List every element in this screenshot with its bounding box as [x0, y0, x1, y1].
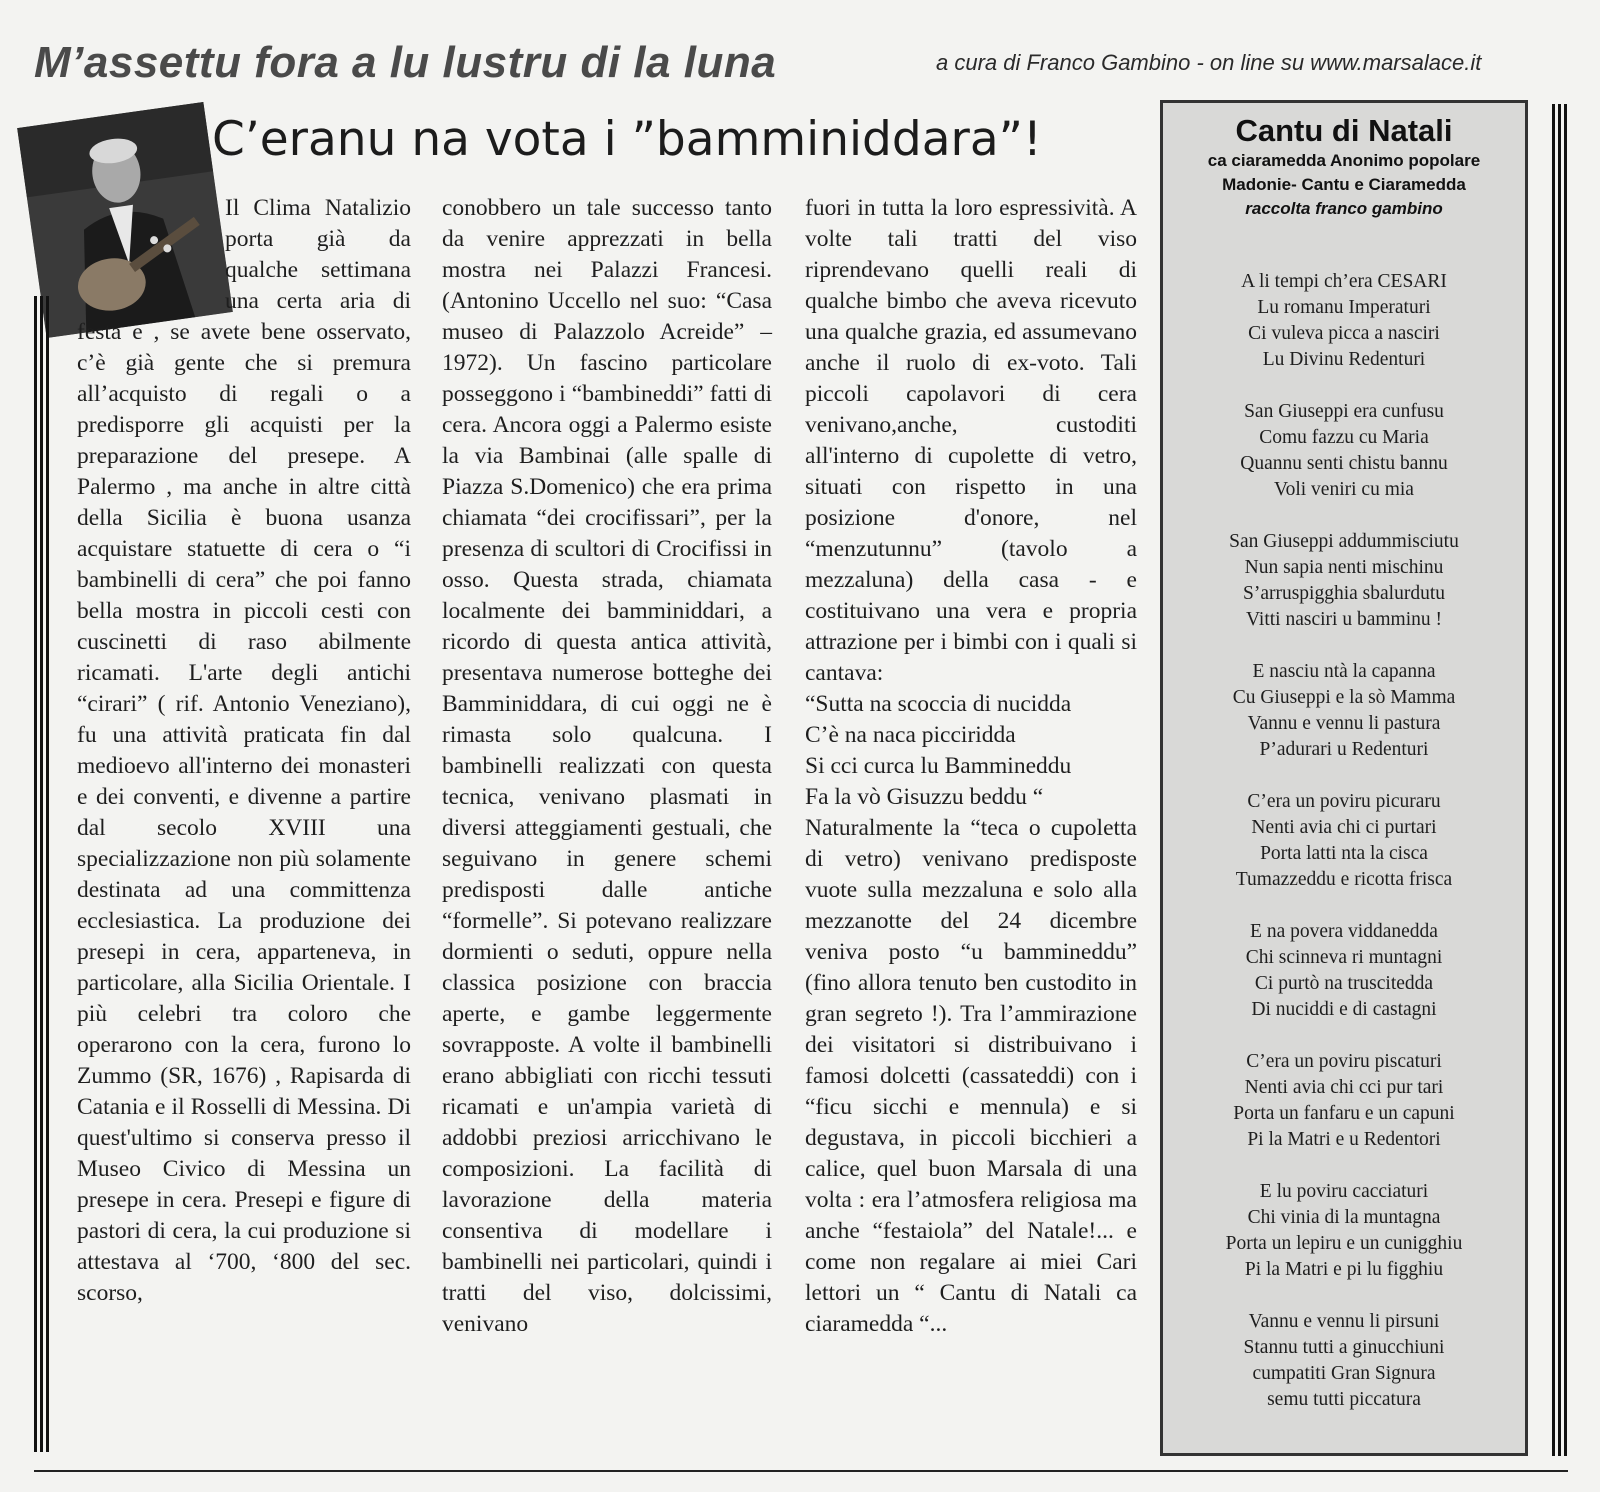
poem-stanza — [1163, 529, 1525, 633]
verse-line: Fa la vò Gisuzzu beddu “ — [805, 784, 1044, 810]
poem-line: Vitti nasciri u bamminu ! — [1246, 609, 1442, 630]
poem-line: San Giuseppi addummisciutu — [1229, 531, 1459, 552]
poem-line: E lu poviru cacciaturi — [1259, 1181, 1429, 1202]
verse-line: C’è na naca picciridda — [805, 722, 1016, 748]
poem-line: A li tempi ch’era CESARI — [1241, 271, 1447, 292]
poem-collector: raccolta franco gambino — [1245, 199, 1443, 218]
poem-line: Vannu e vennu li pirsuni — [1248, 1311, 1440, 1332]
poem-line: Nenti avia chi ci purtari — [1251, 817, 1437, 838]
left-rule — [34, 296, 37, 1452]
poem-line: Chi vinia di la muntagna — [1247, 1207, 1441, 1228]
right-rule — [1558, 104, 1561, 1456]
poem-line: E na povera viddanedda — [1250, 921, 1438, 942]
poem-stanza — [1163, 1179, 1525, 1283]
left-rule — [46, 296, 49, 1452]
poem-stanza — [1163, 1309, 1525, 1413]
poem-line: San Giuseppi era cunfusu — [1244, 401, 1444, 422]
poem-stanza — [1163, 269, 1525, 373]
poem-line: C’era un poviru picuraru — [1247, 791, 1441, 812]
poem-line: Di nuciddi e di castagni — [1251, 999, 1437, 1020]
poem-stanza — [1163, 919, 1525, 1023]
poem-stanza — [1163, 659, 1525, 763]
article-headline: C’eranu na vota i ”bamminiddara”! — [212, 112, 1042, 167]
poem-line: Pi la Matri e u Redentori — [1247, 1129, 1441, 1150]
poem-subtitle: ca ciaramedda Anonimo popolare — [1207, 151, 1481, 170]
poem-line: Vannu e vennu li pastura — [1247, 713, 1441, 734]
bottom-rule — [34, 1470, 1568, 1472]
article-column-2 — [442, 193, 772, 1340]
poem-line: Chi scinneva ri muntagni — [1245, 947, 1443, 968]
poem-sidebar — [1160, 100, 1528, 1456]
article-column-3-text: fuori in tutta la loro espressività. A volte tali tratti del viso riprendevano quelli reali di qualche bimbo che aveva ricevuto una qualche grazia, ed assumevano anche il ruolo di ex-voto. Tali piccoli capolavori di cera venivano,anche, custoditi all'interno di cupolette di vetro, situati con rispetto in una posizione d'onore, nel “menzutunnu” (tavolo a mezzaluna) della casa - e costituivano una vera e propria attrazione per i bimbi con i quali si cantava: — [805, 195, 1137, 686]
right-rule — [1564, 104, 1567, 1456]
verse-line: “Sutta na scoccia di nucidda — [805, 691, 1072, 717]
poem-line: S’arruspigghia sbalurdutu — [1242, 583, 1445, 604]
article-column-1-text: Il Clima Natalizio porta già da qualche settimana una certa aria di festa e , se avete bene osservato, c’è già gente che si premura all’acquisto di regali o a predisporre gli acquisti per la preparazione del presepe. A Palermo , ma anche in altre città della Sicilia è buona usanza acquistare statuette di cera o “i bambinelli di cera” che poi fanno bella mostra in piccoli cesti con cuscinetti di raso abilmente ricamati. L'arte degli antichi “cirari” ( rif. Antonio Veneziano), fu una attività praticata fin dal medioevo all'interno dei monasteri e dei conventi, e divenne a partire dal secolo XVIII una specializzazione non più solamente destinata ad una committenza ecclesiastica. La produzione dei presepi in cera, apparteneva, in particolare, alla Sicilia Orientale. I più celebri tra coloro che operarono con la cera, furono lo Zummo (SR, 1676) , Rapisarda di Catania e il Rosselli di Messina. Di quest'ultimo si conserva presso il Museo Civico di Messina un presepe in cera. Presepi e figure di pastori di cera, la cui produzione si attestava al ‘700, ‘800 del sec. scorso, — [77, 195, 411, 1306]
verse-line: Si cci curca lu Bammineddu — [805, 753, 1072, 779]
poem-line: semu tutti piccatura — [1267, 1389, 1421, 1410]
right-rule — [1552, 104, 1555, 1456]
poem-line: Comu fazzu cu Maria — [1259, 427, 1429, 448]
poem-line: P’adurari u Redenturi — [1259, 739, 1429, 760]
poem-stanza — [1163, 399, 1525, 503]
poem-line: Nun sapia nenti mischinu — [1244, 557, 1444, 578]
left-rule — [40, 296, 43, 1452]
article-column-2-text: conobbero un tale successo tanto da venire apprezzati in bella mostra nei Palazzi Francesi. (Antonino Uccello nel suo: “Casa museo di Palazzolo Acreide” – 1972). Un fascino particolare posseggono i “bambineddi” fatti di cera. Ancora oggi a Palermo esiste la via Bambinai (alle spalle di Piazza S.Domenico) che era prima chiamata “dei crocifissari”, per la presenza di scultori di Crocifissi in osso. Questa strada, chiamata localmente dei bamminiddari, a ricordo di questa antica attività, presentava numerose botteghe dei Bamminiddara, di cui oggi ne è rimasta solo qualcuna. I bambinelli realizzati con questa tecnica, venivano plasmati in diversi atteggiamenti gestuali, che seguivano in genere schemi predisposti dalle antiche “formelle”. Si potevano realizzare dormienti o seduti, oppure nella classica posizione con braccia aperte, e gambe leggermente sovrapposte. A volte il bambinelli erano abbigliati con ricchi tessuti ricamati e un'ampia varietà di addobbi preziosi arricchivano le composizioni. La facilità di lavorazione della materia consentiva di modellare i bambinelli nei particolari, quindi i tratti del viso, dolcissimi, venivano — [442, 195, 772, 1337]
poem-line: Porta un lepiru e un cunigghiu — [1225, 1233, 1463, 1254]
poem-line: Porta un fanfaru e un capuni — [1233, 1103, 1455, 1124]
poem-line: Lu Divinu Redenturi — [1262, 349, 1426, 370]
poem-line: Porta latti nta la cisca — [1260, 843, 1428, 864]
poem-line: Pi la Matri e pi lu figghiu — [1244, 1259, 1444, 1280]
poem-line: C’era un poviru piscaturi — [1246, 1051, 1442, 1072]
poem-line: Ci vuleva picca a nasciri — [1248, 323, 1440, 344]
poem-line: Tumazzeddu e ricotta frisca — [1235, 869, 1453, 890]
poem-stanza — [1163, 789, 1525, 893]
poem-line: Nenti avia chi cci pur tari — [1244, 1077, 1444, 1098]
poem-stanzas — [1163, 269, 1525, 1413]
poem-subtitle: Madonie- Cantu e Ciaramedda — [1222, 175, 1466, 194]
poem-line: Voli veniri cu mia — [1274, 479, 1414, 500]
poem-title: Cantu di Natali — [1235, 113, 1453, 148]
poem-line: Ci purtò na truscitedda — [1254, 973, 1434, 994]
poem-line: Quannu senti chistu bannu — [1240, 453, 1448, 474]
author-credit: a cura di Franco Gambino - on line su www.marsalace.it — [936, 50, 1482, 75]
poem-line: Cu Giuseppi e la sò Mamma — [1232, 687, 1456, 708]
poem-line: cumpatiti Gran Signura — [1252, 1363, 1436, 1384]
article-column-3-text: Naturalmente la “teca o cupoletta di vetro) venivano predisposte vuote sulla mezzaluna e solo alla mezzanotte del 24 dicembre veniva posto “u bammineddu” (fino allora tenuto ben custodito in gran segreto !). Tra l’ammirazione dei visitatori si distribuivano i famosi dolcetti (cassateddi) con i “ficu sicchi e mennula) e si degustava, in piccoli bicchieri a calice, quel buon Marsala di una volta : era l’atmosfera religiosa ma anche “festaiola” del Natale!... e come non regalare ai miei Cari lettori un “ Cantu di Natali ca ciaramedda “... — [805, 815, 1137, 1337]
article-column-1 — [77, 193, 411, 1453]
poem-stanza — [1163, 1049, 1525, 1153]
column-title: M’assettu fora a lu lustru di la luna — [34, 38, 777, 87]
article-column-3 — [805, 193, 1137, 1340]
poem-line: E nasciu ntà la capanna — [1252, 661, 1436, 682]
poem-line: Lu romanu Imperaturi — [1257, 297, 1431, 318]
poem-line: Stannu tutti a ginucchiuni — [1243, 1337, 1445, 1358]
